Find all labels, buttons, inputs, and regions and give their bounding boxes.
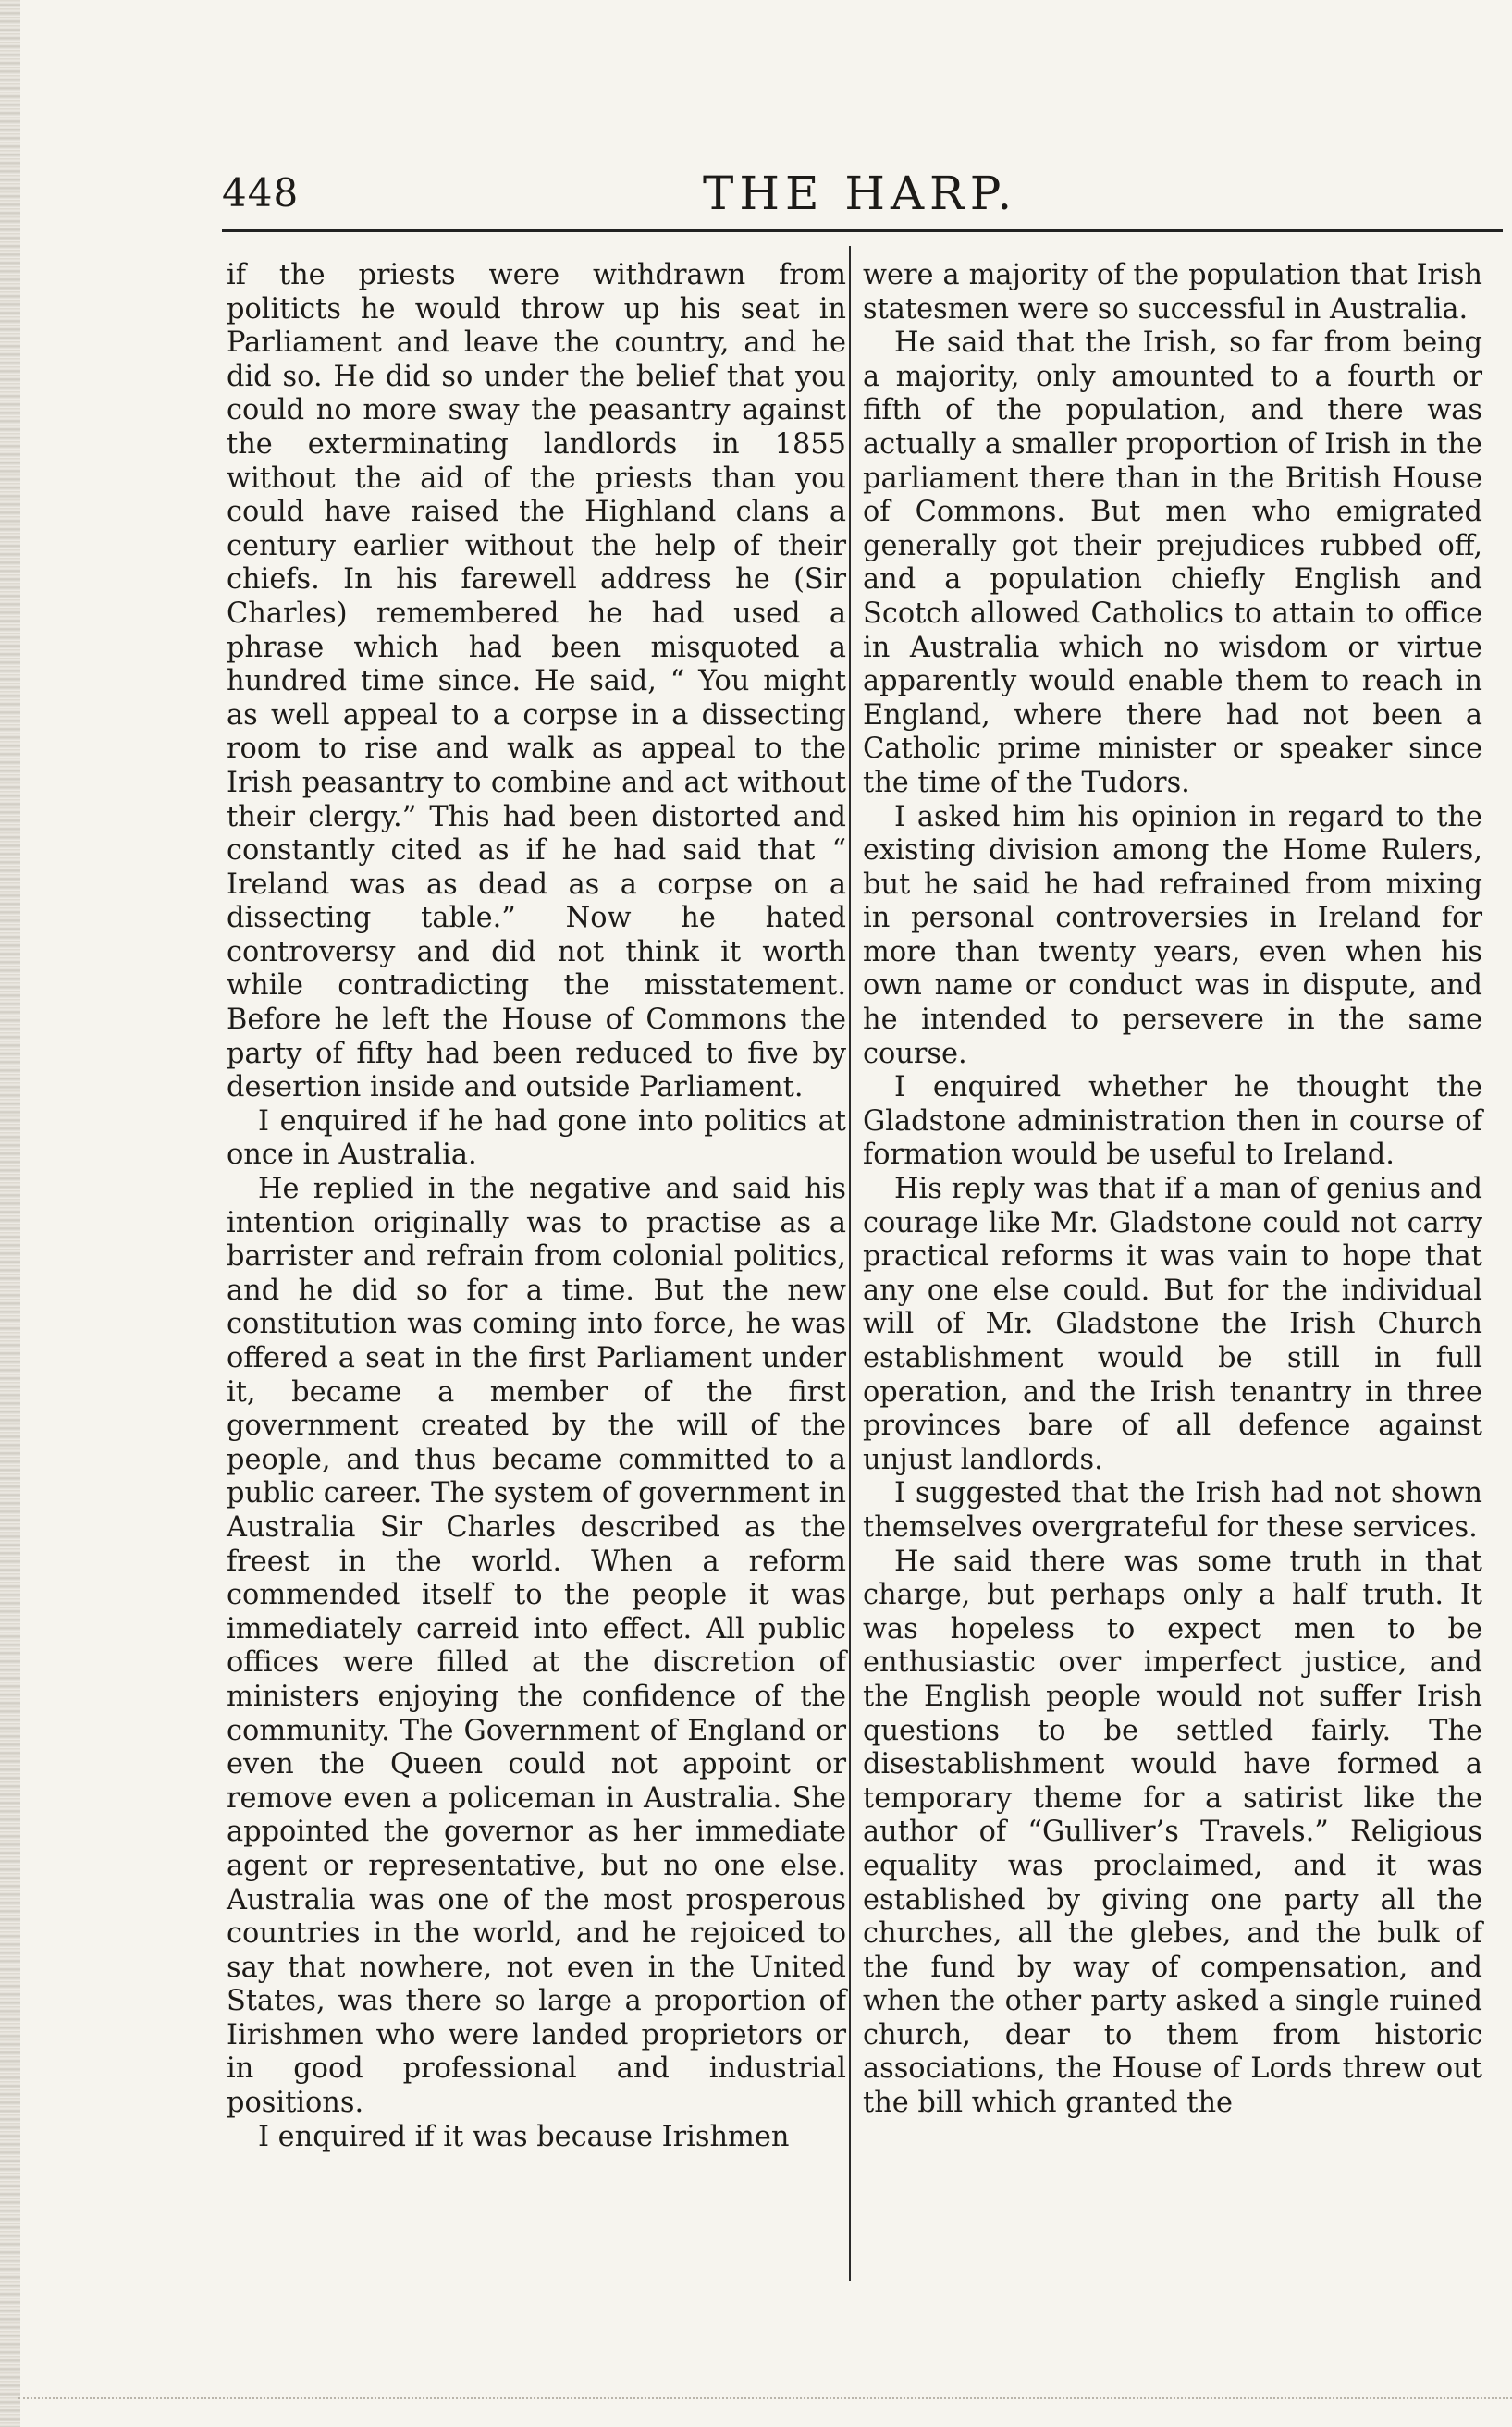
paragraph: His reply was that if a man of genius and courage like Mr. Gladstone could not carry practical reforms it was vain to hope that any one else could. But for the individual will of Mr. Gladstone the Irish Church establishment would be still in full operation, and the Irish tenantry in three provinces bare of all defence against unjust landlords. bbox=[863, 1173, 1482, 1476]
paragraph: He replied in the negative and said his intention originally was to practise as a barrister and refrain from colonial politics, and he did so for a time. But the new constitution was coming into force, he was offered a seat in the first Parliament under it, became a member of the first government created by the will of the people, and thus became committed to a public career. The system of government in Australia Sir Charles described as the freest in the world. When a reform commended itself to the people it was immediately carreid into effect. All public offices were filled at the discretion of ministers enjoying the confidence of the community. The Government of England or even the Queen could not appoint or remove even a policeman in Australia. She appointed the governor as her immediate agent or representative, but no one else. Australia was one of the most prosperous countries in the world, and he rejoiced to say that nowhere, not even in the United States, was there so large a proportion of Iirishmen who were landed proprietors or in good professional and industrial positions. bbox=[227, 1173, 846, 2120]
page-header bbox=[222, 165, 1498, 220]
column-divider bbox=[849, 246, 851, 2281]
paragraph: I enquired whether he thought the Gladstone administration then in course of formation would be useful to Ireland. bbox=[863, 1071, 1482, 1172]
paragraph: if the priests were withdrawn from politicts he would throw up his seat in Parliament and leave the country, and he did so. He did so under the belief that you could no more sway the peasantry against the exterminating landlords in 1855 without the aid of the priests than you could have raised the Highland clans a century earlier without the help of their chiefs. In his farewell address he (Sir Charles) remembered he had used a phrase which had been misquoted a hundred time since. He said, “ You might as well appeal to a corpse in a dissecting room to rise and walk as appeal to the Irish peasantry to combine and act without their clergy.” This had been distorted and constantly cited as if he had said that “ Ireland was as dead as a corpse on a dissecting table.” Now he hated controversy and did not think it worth while contradicting the misstatement. Before he left the House of Commons the party of fifty had been reduced to five by desertion inside and outside Parliament. bbox=[227, 259, 846, 1104]
paragraph: I suggested that the Irish had not shown themselves overgrateful for these services. bbox=[863, 1477, 1482, 1544]
paragraph: He said there was some truth in that charge, but perhaps only a half truth. It was hopeless to expect men to be enthusiastic over imperfect justice, and the English people would not suffer Irish questions to be settled fairly. The disestablishment would have formed a temporary theme for a satirist like the author of “Gulliver’s Travels.” Religious equality was proclaimed, and it was established by giving one party all the churches, all the glebes, and the bulk of the fund by way of compensation, and when the other party asked a single ruined church, dear to them from historic associations, the House of Lords threw out the bill which granted the bbox=[863, 1545, 1482, 2120]
page-number: 448 bbox=[222, 170, 300, 216]
header-rule bbox=[222, 229, 1503, 232]
running-head-title: THE HARP. bbox=[703, 166, 1018, 220]
paragraph: were a majority of the population that Irish statesmen were so successful in Australia. bbox=[863, 259, 1482, 326]
bottom-edge bbox=[18, 2397, 1512, 2400]
paragraph: He said that the Irish, so far from being a majority, only amounted to a fourth or fifth of the population, and there was actually a smaller proportion of Irish in the parliament there than in the British House of Commons. But men who emigrated generally got their prejudices rubbed off, and a population chiefly English and Scotch allowed Catholics to attain to office in Australia which no wisdom or virtue apparently would enable them to reach in England, where there had not been a Catholic prime minister or speaker since the time of the Tudors. bbox=[863, 326, 1482, 799]
paragraph: I enquired if he had gone into politics at once in Australia. bbox=[227, 1104, 846, 1172]
scan-edge-shadow bbox=[0, 0, 20, 2427]
left-column bbox=[227, 259, 846, 2275]
paragraph: I asked him his opinion in regard to the existing division among the Home Rulers, but he said he had refrained from mixing in personal controversies in Ireland for more than twenty years, even when his own name or conduct was in dispute, and he intended to persevere in the same course. bbox=[863, 800, 1482, 1070]
right-column bbox=[863, 259, 1482, 2275]
paragraph: I enquired if it was because Irishmen bbox=[258, 2120, 790, 2153]
